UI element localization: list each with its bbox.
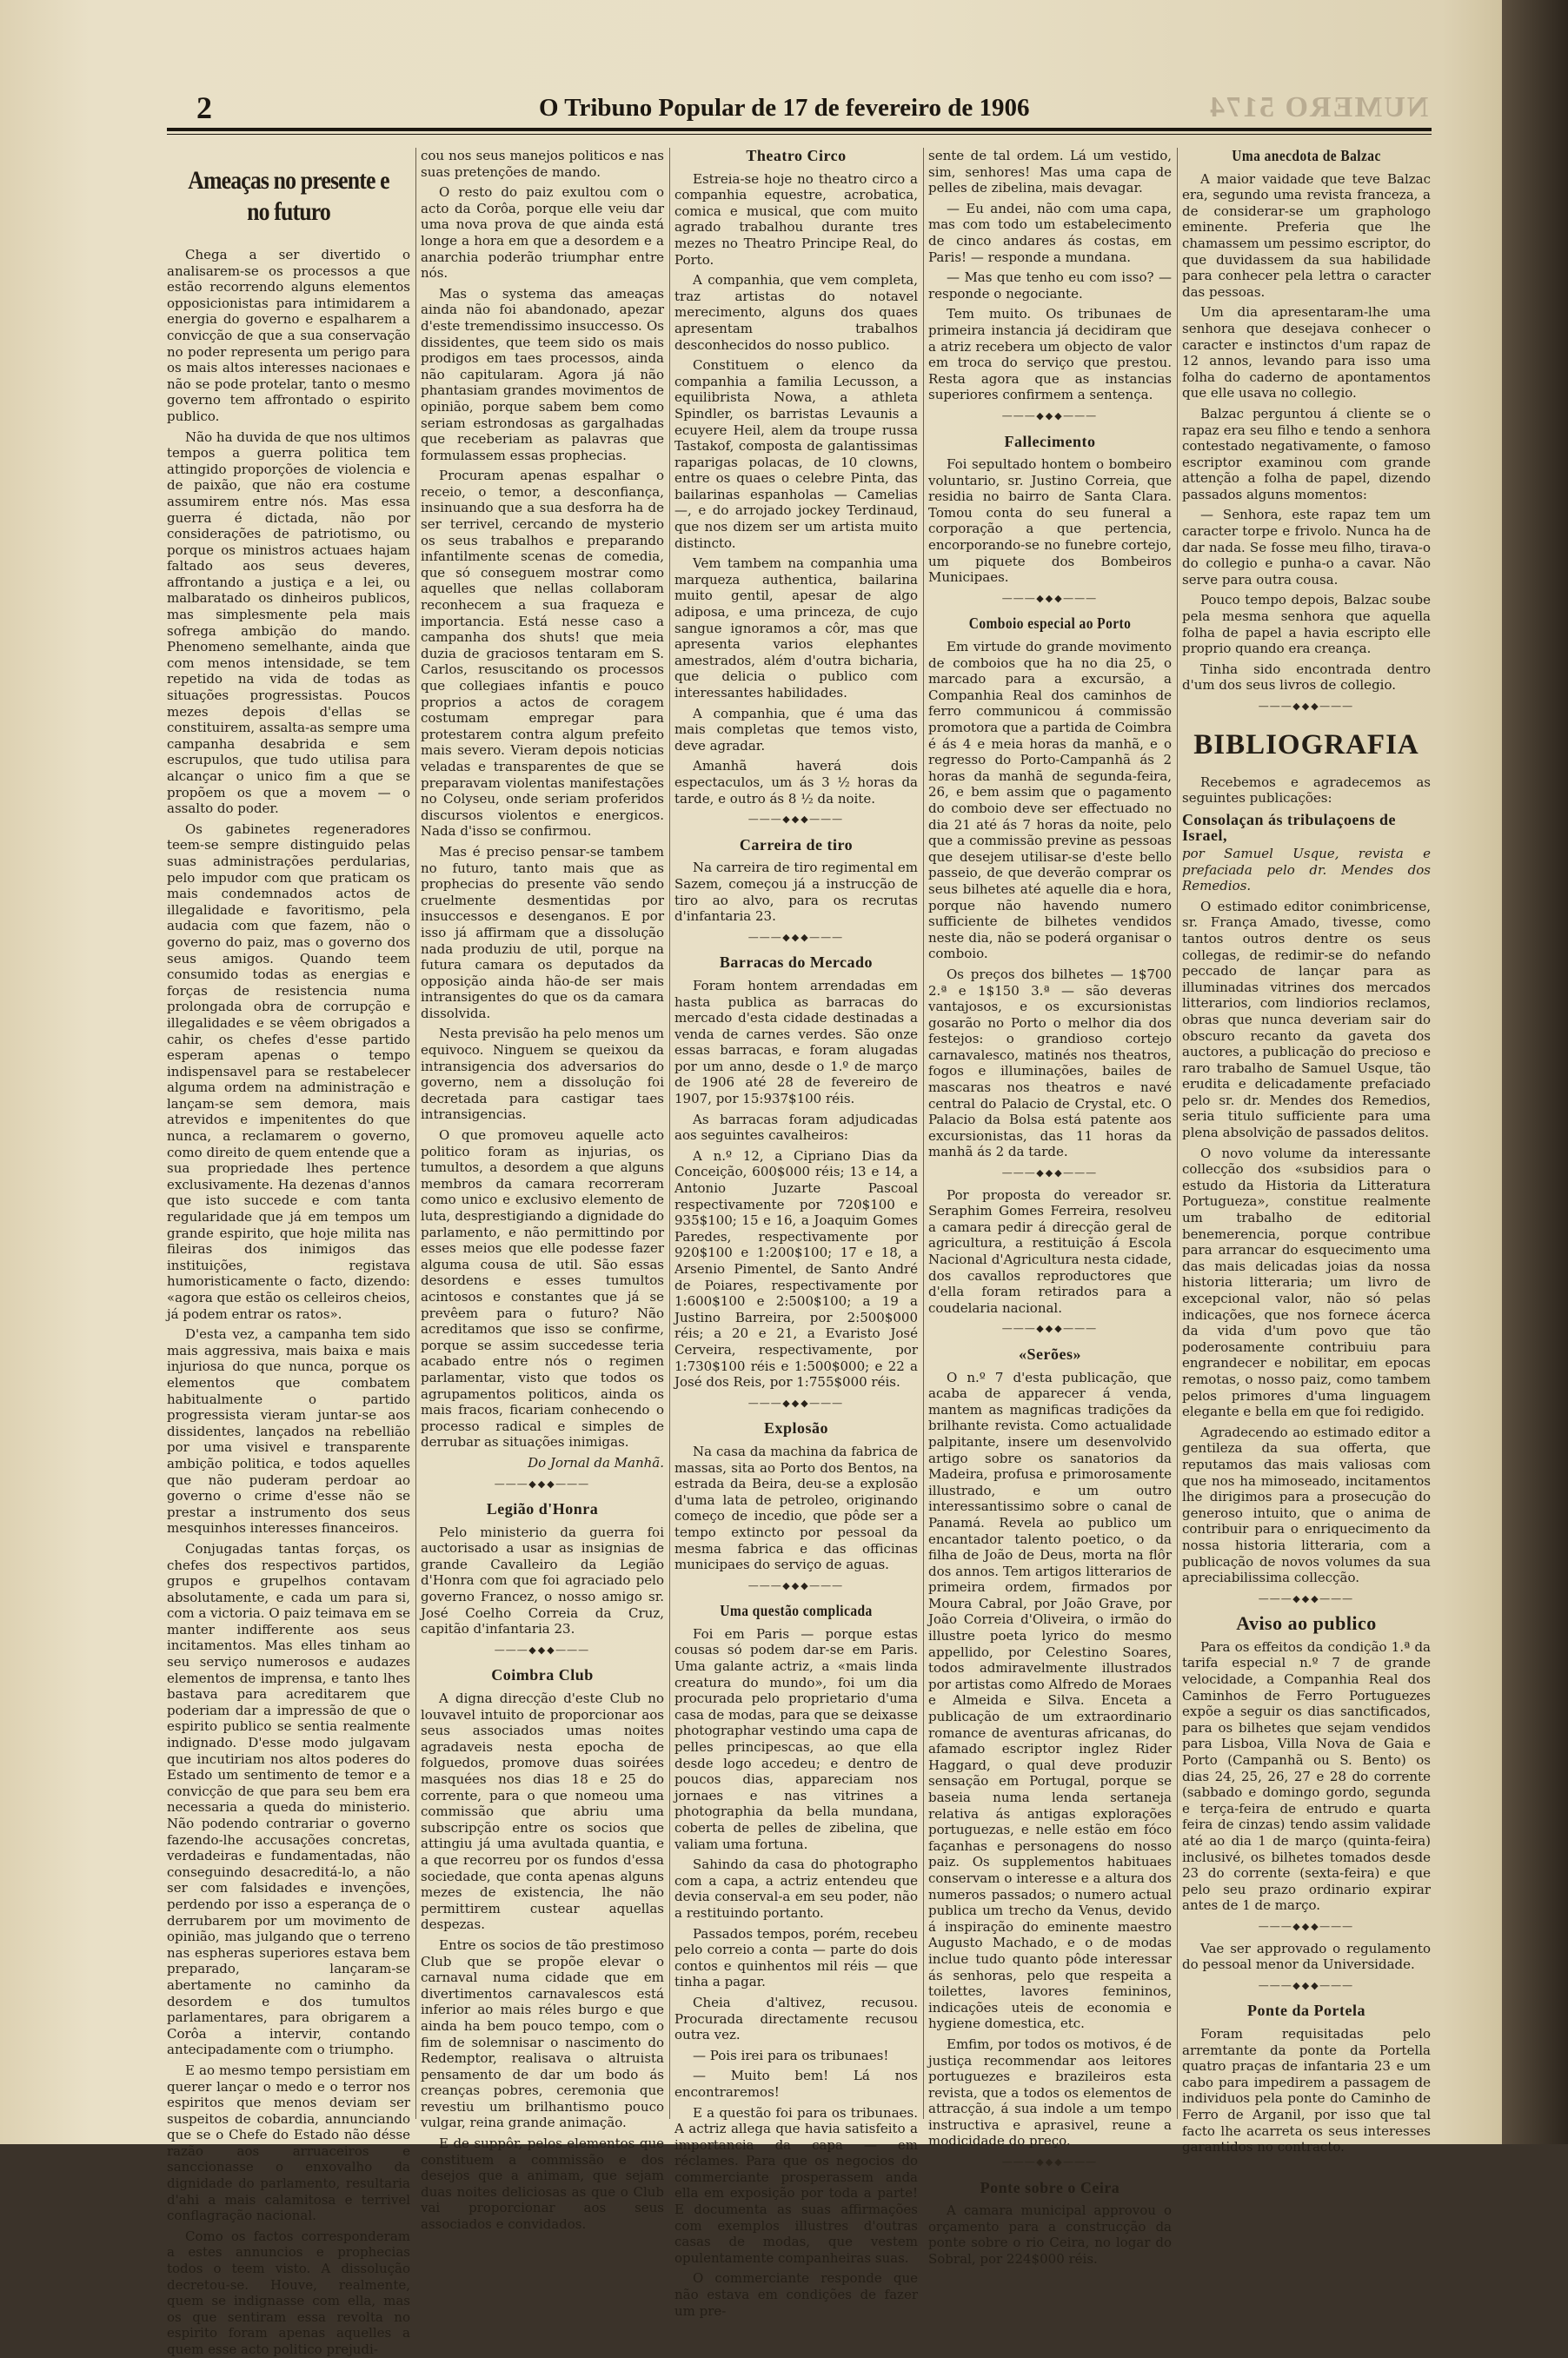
column-divider [923, 148, 924, 2119]
paragraph: O estimado editor conimbricense, sr. França Amado, tivesse, como tantos outros dentre os seus collegas, de redimir-se do nefando peccado de lançar para as illuminadas vitrines dos mercados litterarios, com lindiorios reclamos, obras que nunca deveriam sair do obscuro recanto da gaveta dos auctores, a publicação do precioso e raro trabalho de Samuel Usque, tão erudita e delicadamente prefaciado pelo sr. dr. Mendes dos Remedios, seria titulo sufficiente para uma plena absolvição de passados delitos. [1182, 898, 1431, 1141]
book-title: Consolaçan ás tribulaçoens de Israel, [1182, 810, 1397, 845]
paragraph: — Muito bem! Lá nos encontraremos! [674, 2068, 918, 2100]
source-signature: Do Jornal da Manhã. [528, 1454, 664, 1471]
paragraph: Tinha sido encontrada dentro d'um dos seus livros de collegio. [1182, 661, 1431, 694]
ornament-divider: ―――◆◆◆――― [748, 1397, 844, 1409]
paragraph: Pouco tempo depois, Balzac soube pela mesma senhora que aquella folha de papel a havia escripto elle proprio quando era creança. [1182, 592, 1431, 657]
paragraph: Vem tambem na companhia uma marqueza authentica, bailarina muito gentil, apesar de algo adiposa, e uma princeza, de cujo sangue ignoramos a côr, mas que apresenta varios elephantes amestrados, além d'outra bicharia, que delicia o publico com interessantes habilidades. [674, 555, 918, 701]
ornament-divider: ―――◆◆◆――― [1259, 1979, 1354, 1991]
paragraph: Na casa da machina da fabrica de massas, sita ao Porto dos Bentos, na estrada da Beira, deu-se a explosão d'uma lata de petroleo, originando começo de incedio, que pôde ser a tempo extincto por pessoal da mesma fabrica e das officinas municipaes do serviço de aguas. [674, 1443, 918, 1573]
section-heading: Uma questão complicada [720, 1602, 873, 1620]
paragraph: Recebemos e agradecemos as seguintes publicações: [1182, 774, 1431, 807]
ornament-divider: ―――◆◆◆――― [495, 1478, 590, 1490]
paragraph: A camara municipal approvou o orçamento para a construcção da ponte sobre o rio Ceira, no logar do Sobral, por 224$000 réis. [928, 2202, 1172, 2268]
paragraph: Sahindo da casa do photographo com a capa, a actriz entendeu que devia conserval-a em seu poder, não a restituindo portanto. [674, 1857, 918, 1921]
paragraph: As barracas foram adjudicadas aos seguintes cavalheiros: [674, 1111, 918, 1144]
paragraph: Foram requisitadas pelo arremtante da ponte da Portella quatro praças de infantaria 23 e um cabo para impedirem a passagem de individuos pela ponte do Caminho de Ferro de Arganil, por isso que tal facto lhe acarreta os seus interesses garantidos no contracto. [1182, 2025, 1431, 2155]
ornament-divider: ―――◆◆◆――― [748, 814, 844, 826]
column-3 [674, 147, 918, 2319]
page-number: 2 [196, 90, 212, 125]
paragraph: Mas é preciso pensar-se tambem no futuro, tanto mais que as prophecias do presente vão sendo cruelmente desmentidas por insuccessos e desenganos. E por isso já affirmam que a dissolução nada produziu de util, porque na futura camara os deputados da opposição ainda hão-de ser mais intransigentes do que os da camara dissolvida. [421, 843, 664, 1021]
ornament-divider: ―――◆◆◆――― [748, 931, 844, 943]
section-heading: Barracas do Mercado [719, 953, 874, 972]
paragraph: O resto do paiz exultou com o acto da Corôa, porque elle veiu dar uma nova prova de que ainda está longe a hora em que a desordem e a anarchia poderão triumphar entre nós. [421, 184, 664, 282]
column-4 [928, 148, 1172, 2268]
paragraph: Chega a ser divertido o analisarem-se os processos a que estão recorrendo alguns elementos opposicionistas para intimidarem a energia do governo e espalharem a convicção de que a sua conservação no poder representa um perigo para os mais altos interesses nacionaes e não se pode protelar, tanto o mesmo governo tem affrontado o espirito publico. [167, 247, 410, 424]
ornament-divider: ―――◆◆◆――― [1002, 2156, 1098, 2169]
paragraph: Foi em Paris — porque estas cousas só podem dar-se em Paris. Uma galante actriz, a «mais linda creatura do mundo», foi um dia procurada pelo proprietario d'uma casa de modas, para que se deixasse photographar vestindo uma capa de pelles principescas, ao que ella desde logo accedeu; e dentro de poucos dias, appareciam nos jornaes e nas vitrines a photographia da bella mundana, coberta de pelles de zibelina, que valiam uma fortuna. [674, 1625, 918, 1852]
paragraph: Nesta previsão ha pelo menos um equivoco. Ninguem se queixou da intransigencia dos adversarios do governo, nem a dissolução foi decretada para castigar taes intransigencias. [421, 1026, 664, 1123]
section-heading: Comboio especial ao Porto [968, 614, 1132, 633]
paragraph: A digna direcção d'este Club no louvavel intuito de proporcionar aos seus associados umas noites agradaveis nesta epocha de folguedos, promove duas soirées masquées nos dias 18 e 25 do corrente, para o que nomeou uma commissão que abriu uma subscripção entre os socios que attingiu já uma avultada quantia, e a que recorreu por os fundos d'essa sociedade, que conta apenas alguns mezes de existencia, lhe não permittirem custear aquellas despezas. [421, 1690, 664, 1933]
ornament-divider: ―――◆◆◆――― [748, 1579, 844, 1591]
column-divider [669, 148, 670, 2119]
paragraph: E de suppôr, pelos elementos que constituem a commissão e dos desejos que a animam, que sejam duas noites deliciosas as que o Club vai proporcionar aos seus associados e convidados. [421, 2135, 664, 2233]
paragraph: Foi sepultado hontem o bombeiro voluntario, sr. Justino Correia, que residia no bairro de Santa Clara. Tomou conta do seu funeral a corporação a que pertencia, encorporando-se no funebre cortejo, um piquete dos Bombeiros Municipaes. [928, 456, 1172, 586]
paragraph: Entre os socios de tão prestimoso Club que se propõe elevar o carnaval numa cidade que em divertimentos carnavalescos está inferior ao mais réles burgo e que ainda ha bem pouco tempo, com o fim de solemnisar o nascimento do Redemptor, realisava o altruista pensamento de dar um bodo ás creanças pobres, ceremonia que revestiu um brilhantismo pouco vulgar, reina grande animação. [421, 1936, 664, 2131]
section-heading: Ponte da Portela [1247, 2002, 1365, 2020]
column-2 [421, 148, 664, 2233]
ornament-divider: ―――◆◆◆――― [1002, 1323, 1098, 1335]
section-heading: «Serões» [1019, 1345, 1081, 1363]
section-heading: Coimbra Club [491, 1666, 594, 1684]
paragraph: A n.º 12, a Cipriano Dias da Conceição, 600$000 réis; 13 e 14, a Antonio Juzarte Pascoal respectivamente por 720$100 e 935$100; 15 e 16, a Joaquim Gomes Paredes, respectivamente por 920$100 e 1:200$100; 17 e 18, a Arsenio Pimentel, de Santo André de Poiares, respectivamente por 1:600$100 e 2:500$100; a 19 a Justino Barreira, por 2:500$000 réis; a 20 e 21, a Evaristo José Cerveira, respectivamente, por 1:730$100 réis e 1:500$000; e 22 a José dos Reis, por 1:755$000 réis. [674, 1147, 918, 1391]
paragraph: Mas o systema das ameaças ainda não foi abandonado, apezar d'este tremendissimo insuccesso. Os dissidentes, que teem sido os mais prodigos em taes processos, ainda não capitularam. Agora já não phantasiam grandes movimentos de opinião, porque sabem bem como seriam estrondosas as gargalhadas que receberiam as palavras que formulassem essas prophecias. [421, 285, 664, 463]
section-heading: Ponte sobre o Ceira [980, 2178, 1120, 2196]
section-heading: Uma anecdota de Balzac [1232, 147, 1381, 164]
paragraph: Em virtude do grande movimento de comboios que ha no dia 25, o marcado para a excursão, a Companhia Real dos caminhos de ferro communicou á commissão promotora que a partida de Coimbra é ás 4 e meia horas da manhã, e o regresso do Porto-Campanhã ás 2 horas da manhã de segunda-feira, 26, e bem assim que o pagamento do comboio deve ser effectuado no dia 21 até ás 7 horas da noite, pelo que a commissão previne as pessoas que desejem utilisar-se d'este bello passeio, de que deverão comprar os seus bilhetes até aquelle dia e hora, porque não havendo numero sufficiente de bilhetes vendidos neste dia, não se poderá organisar o comboio. [928, 639, 1172, 962]
paragraph: Constituem o elenco da companhia a familia Lecusson, a equilibrista Nowa, a athleta Spindler, os barristas Levaunis a ecuyere Heil, alem da troupe russa Tastakof, composta de galantissimas raparigas polacas, de 10 clowns, entre os quaes o celebre Pinta, das bailarinas espanholas — Camelias —, e do arrojado jockey Terdinaud, que nos dizem ser um artista muito distincto. [674, 357, 918, 551]
paragraph: O n.º 7 d'esta publicação, que acaba de apparecer á venda, mantem as magnificas tradições da brilhante revista. Como actualidade palpitante, insere um desenvolvido artigo sobre os sanatorios da Madeira, profusa e primorosamente illustrado, e um outro interessantissimo sobre o canal de Panamá. Revela ao publico um encantador talento poetico, o da filha de João de Deus, morta na flôr dos annos. Tem artigos litterarios de primeira ordem, firmados por Moura Cabral, por João Grave, por João Correia d'Oliveira, o irmão do illustre poeta lyrico do mesmo appellido, por Celestino Soares, todos admiravelmente illustrados por artistas como Alfredo de Moraes e Almeida e Silva. Enceta a publicação de um extraordinario romance de aventuras africanas, do afamado escriptor inglez Rider Haggard, o qual deve produzir sensação em Portugal, porque se baseia numa lenda sertaneja relativa ás antigas explorações portuguezas, e nelle estão em fóco façanhas e personagens do nosso paiz. Os supplementos habituaes conservam o interesse e a altura dos numeros passados; o numero actual publica um trecho da Venus, devido á inspiração do eminente maestro Augusto Machado, e o de modas inclue tudo quanto pôde interessar ás senhoras, pelo que respeita a toilettes, lavores femininos, indicações uteis de economia e hygiene domestica, etc. [928, 1369, 1172, 2032]
paragraph: Os preços dos bilhetes — 1$700 2.ª e 1$150 3.ª — são deveras vantajosos, e os excursionistas gosarão no Porto o melhor dia dos festejos: o grandioso cortejo carnavalesco, matinés nos theatros, fogos e illuminações, bailes de mascaras nos theatros e navé central do Palacio de Crystal, etc. O Palacio da Bolsa está patente aos excursionistas, das 11 horas da manhã ás 2 da tarde. [928, 966, 1172, 1160]
ornament-divider: ―――◆◆◆――― [1259, 1592, 1354, 1604]
ornament-divider: ―――◆◆◆――― [1259, 701, 1354, 712]
paragraph: Emfim, por todos os motivos, é de justiça recommendar aos leitores portuguezes e brazileiros esta revista, que a todos os elementos de attracção, á sua indole a um tempo instructiva e aprasivel, reune a modicidade do preço. [928, 2036, 1172, 2149]
paragraph: — Pois irei para os tribunaes! [693, 2047, 889, 2063]
paragraph: A companhia, que vem completa, traz artistas do notavel merecimento, alguns dos quaes apresentam trabalhos desconhecidos do nosso publico. [674, 272, 918, 353]
ornament-divider: ―――◆◆◆――― [1259, 1920, 1354, 1932]
column-5 [1182, 147, 1431, 2155]
paragraph: Passados tempos, porém, recebeu pelo correio a conta — parte do dois contos e quinhentos mil réis — que tinha a pagar. [674, 1925, 918, 1990]
column-divider [1177, 148, 1178, 2119]
bleedthrough-text: NUMERO 5174 [1208, 91, 1429, 123]
paragraph: Amanhã haverá dois espectaculos, um ás 3 ½ horas da tarde, e outro ás 8 ½ da noite. [674, 758, 918, 807]
paragraph: Agradecendo ao estimado editor a gentileza da sua offerta, que reputamos das mais valiosas com que nos ha mimoseado, incitamentos lhe dirigimos para a prosecução do generoso intuito, que o anima de contribuir para o enriquecimento da nossa historia litteraria, com a publicação de novos volumes da sua apreciabilissima collecção. [1182, 1424, 1431, 1586]
column-1 [167, 148, 410, 2357]
ornament-divider: ―――◆◆◆――― [1002, 592, 1098, 604]
header-rule-thin [167, 134, 1432, 135]
section-heading: Explosão [763, 1419, 829, 1438]
section-heading: BIBLIOGRAFIA [1193, 728, 1419, 761]
section-heading: Fallecimento [1004, 432, 1096, 450]
paragraph: O que promoveu aquelle acto politico foram as injurias, os tumultos, a desordem a que alguns membros da camara recorreram como unico e exclusivo elemento de luta, desprestigiando a dignidade do parlamento, e não permittindo por esses meios que elle podesse fazer alguma cousa de util. São essas desordens e esses tumultos acintosos e constantes que já se prevêem para o futuro? Não acreditamos que isso se confirme, porque se assim succedesse teria acabado entre nós o regimen parlamentar, visto que todos os agrupamentos politicos, ainda os mais fracos, ficariam conhecendo o processo radical e simples de derrubar as situações inimigas. [421, 1127, 664, 1451]
ornament-divider: ―――◆◆◆――― [495, 1644, 590, 1656]
paragraph: Pelo ministerio da guerra foi auctorisado a usar as insignias de grande Cavalleiro da Legião d'Honra com que foi agraciado pelo governo Francez, o nosso amigo sr. José Coelho Correia da Cruz, capitão d'infantaria 23. [421, 1524, 664, 1637]
paragraph: O novo volume da interessante collecção dos «subsidios para o estudo da Historia da Litteratura Portugueza», constitue realmente um trabalho de editorial benemerencia, porque contribue para arrancar do esquecimento uma das mais delicadas joias da nossa historia litteraria; um livro de excepcional valor, não só pelas indicações, que nos fornece ácerca da vida d'um povo que tão poderosamente contribuiu para engrandecer e nobilitar, em epocas remotas, o nosso paiz, como tambem pelos primores d'uma linguagem elegante e bella em que foi redigido. [1182, 1145, 1431, 1420]
header-rule [167, 128, 1432, 131]
paragraph: Cheia d'altivez, recusou. Procurada directamente recusou outra vez. [674, 1994, 918, 2043]
paragraph: Balzac perguntou á cliente se o rapaz era seu filho e tendo a senhora contestado negativamente, o famoso escriptor examinou com grande attenção a folha de papel, dizendo passados alguns momentos: [1182, 405, 1431, 502]
section-heading: Theatro Circo [746, 147, 847, 164]
paragraph: cou nos seus manejos politicos e nas suas pretenções de mando. [421, 148, 664, 180]
paragraph: Para os effeitos da condição 1.ª da tarifa especial n.º 7 de grande velocidade, a Companhia Real dos Caminhos de Ferro Portuguezes expõe a seguir os dias sanctificados, para os bilhetes que sejam vendidos para Lisboa, Villa Nova de Gaia e Porto (Campanhã ou S. Bento) os dias 24, 25, 26, 27 e 28 do corrente (sabbado e domingo gordo, segunda e terça-feira de entrudo e quarta feira de cinzas) tendo assim validade até ao dia 1 de março (quinta-feira) inclusivé, os bilhetes tomados desde 23 do corrente (sexta-feira) e que pelo seu prazo ordinario expirar antes de 1 de março. [1182, 1638, 1431, 1914]
newspaper-title: O Tribuno Popular de 17 de fevereiro de 1906 [539, 94, 1030, 122]
section-heading: Legião d'Honra [486, 1500, 599, 1518]
paragraph: Conjugadas tantas forças, os chefes dos respectivos partidos, grupos e grupelhos contavam absolutamente, e cada um para si, com a victoria. O paiz teimava em se manter indifferente aos seus incitamentos. Mas elles tinham ao seu serviço numerosos e audazes elementos de imprensa, e tanto lhes bastava para acreditarem que poderiam dar a impressão de que o espirito publico se sentia realmente indignado. D'esse modo julgavam que incutiriam nos altos poderes do Estado um sentimento de temor e a convicção de que para seu bem era necessaria a queda do ministerio. Não podendo contrariar o governo fazendo-lhe accusações concretas, verdadeiras e fundamentadas, não conseguindo desacreditá-lo, a não ser com falsidades e invenções, perdendo por isso a esperança de o derrubarem por um movimento de opinião, mas julgando que o terreno nas espheras superiores estava bem preparado, lançaram-se abertamente no caminho da desordem e dos tumultos parlamentares, para obrigarem a Corôa a intervir, contando antecipadamente com o triumpho. [167, 1540, 410, 2058]
paragraph: — Mas que tenho eu com isso? — responde o negociante. [928, 269, 1172, 302]
paragraph: D'esta vez, a campanha tem sido mais aggressiva, mais baixa e mais injuriosa do que nunca, porque os elementos que combatem habitualmente o partido progressista vieram juntar-se aos dissidentes, lançados na rebellião por uma visivel e transparente ambição politica, e todos aquelles que não puderam perdoar ao governo o crime d'esse não se prestar a instrumento dos seus mesquinhos interesses financeiros. [167, 1326, 410, 1537]
paragraph: O commerciante responde que não estava em condições de fazer um pre- [674, 2270, 918, 2319]
paragraph: — Senhora, este rapaz tem um caracter torpe e frivolo. Nunca ha de dar nada. Se fosse meu filho, tirava-o do collegio e punha-o a cavar. Não serve para outra cousa. [1182, 507, 1431, 588]
paragraph: Foram hontem arrendadas em hasta publica as barracas do mercado d'esta cidade destinadas a venda de carnes verdes. São onze essas barracas, e foram alugadas por um anno, desde o 1.º de março de 1906 até 28 de fevereiro de 1907, por 15:937$100 réis. [674, 977, 918, 1107]
paragraph: E ao mesmo tempo persistiam em querer lançar o medo e o terror nos espiritos que menos deviam ser suspeitos de cobardia, annunciando que se o Chefe do Estado não désse razão aos arruaceiros e sanccionasse o enxovalho da dignidade do parlamento, resultaria d'ahi a mais calamitosa e terrivel conflagração nacional. [167, 2062, 410, 2224]
paragraph: Vae ser approvado o regulamento do pessoal menor da Universidade. [1182, 1940, 1431, 1973]
article-heading: Ameaças no presente e no futuro [188, 166, 389, 226]
book-credit: por Samuel Usque, revista e prefaciada pelo dr. Mendes dos Remedios. [1182, 845, 1431, 894]
paragraph: Estreia-se hoje no theatro circo a companhia equestre, acrobatica, comica e musical, que com muito agrado trabalhou durante tres mezes no Theatro Principe Real, do Porto. [674, 170, 918, 268]
paragraph: Tem muito. Os tribunaes de primeira instancia já decidiram que a atriz recebera um objecto de valor em troca do serviço que prestou. Resta agora que as instancias superiores confirmem a sentença. [928, 306, 1172, 403]
paragraph: Como os factos corresponderam a estes annuncios e prophecias todos o teem visto. A dissolução decretou-se. Houve, realmente, quem se indignasse com ella, mas os que sentiram essa revolta no espirito foram apenas aquelles a quem esse acto politico prejudi- [167, 2228, 410, 2357]
paragraph: Procuram apenas espalhar o receio, o temor, a desconfiança, insinuando que a sua desforra ha de ser terrivel, cercando de mysterio os seus trabalhos e preparando infantilmente scenas de comedia, que só conseguem mostrar como aquelles que nellas collaboram reconhecem a sua fraqueza e importancia. Está nesse caso a campanha dos shuts! que meia duzia de graciosos tentaram em S. Carlos, resuscitando os processos que collegiaes infantis e pouco proprios a actos de coragem costumam empregar para protestarem contra algum prefeito mais severo. Vieram depois noticias veladas e transparentes de que se preparavam violentas manifestações no Colyseu, onde seriam proferidos discursos violentos e energicos. Nada d'isso se confirmou. [421, 468, 664, 840]
page-edge-shadow [1502, 0, 1568, 2144]
column-divider [415, 148, 416, 2119]
paragraph: Não ha duvida de que nos ultimos tempos a guerra politica tem attingido proporções de violencia e de paixão, que não era costume assumirem entre nós. Mas essa guerra é dictada, não por considerações de patriotismo, ou porque os ministros actuaes hajam faltado aos seus deveres, affrontando a justiça e a lei, ou malbaratado os dinheiros publicos, mas simplesmente pela mais sofrega ambição do mando. Phenomeno semelhante, ainda que com menos intensidade, se tem repetido na vida de todas as situações progressistas. Poucos mezes depois d'ellas se constituirem, assalta-as sempre uma campanha desabrida e sem escrupulos, que tudo utilisa para alcançar o unico fim a que se propõem os que a movem — o assalto do poder. [167, 428, 410, 817]
paragraph: Na carreira de tiro regimental em Sazem, começou já a instrucção de tiro ao alvo, para os recrutas d'infantaria 23. [674, 860, 918, 925]
section-heading: Aviso ao publico [1236, 1612, 1377, 1635]
paragraph: E a questão foi para os tribunaes. A actriz allega que havia satisfeito a importancia da capa — em réclames. Para que os negocios do commerciante prosperassem anda ella em exposição por toda a parte! E documenta as suas affirmações com exemplos illustres d'outras casas de modas, que vestem opulentamente companheiras suas. [674, 2104, 918, 2266]
paragraph: — Eu andei, não com uma capa, mas com todo um estabelecimento de cinco andares ás costas, em Paris! — responde a mundana. [928, 200, 1172, 265]
paragraph: A companhia, que é uma das mais completas que temos visto, deve agradar. [674, 705, 918, 754]
section-heading: Carreira de tiro [739, 835, 854, 854]
paragraph: Por proposta do vereador sr. Seraphim Gomes Ferreira, resolveu a camara pedir á direcção geral de agricultura, a restituição á Escola Nacional d'Agricultura nesta cidade, dos cavallos reproductores que d'ella foram retirados para a coudelaria nacional. [928, 1186, 1172, 1316]
paragraph: sente de tal ordem. Lá um vestido, sim, senhores! Mas uma capa de pelles de zibelina, mais devagar. [928, 148, 1172, 196]
ornament-divider: ―――◆◆◆――― [1002, 409, 1098, 422]
paragraph: Um dia apresentaram-lhe uma senhora que desejava conhecer o caracter e instinctos d'um rapaz de 12 annos, levando para isso uma folha do caderno de apontamentos que elle usava no collegio. [1182, 304, 1431, 402]
paragraph: Os gabinetes regeneradores teem-se sempre distinguido pelas suas administrações perdularias, pelo impudor com que praticam os mais condemnados actos de illegalidade e favoritismo, pela audacia com que fazem, não o governo do paiz, mas o governo dos seus amigos. Quando teem consumido todas as energias e forças de resistencia numa prolongada obra de corrupção e illegalidades e se vêem obrigados a cahir, os chefes d'esse partido esperam apenas o tempo indispensavel para se restabelecer alguma ordem na administração e lançam-se sem demora, mais atrevidos e impenitentes do que nunca, a reclamarem o governo, como direito de quem entende que a sua propriedade lhes pertence exclusivamente. Ha dezenas d'annos que isto succede e com tanta regularidade que já em tempos um grande espirito, que hoje milita nas fileiras dos inimigos das instituições, registava humoristicamente o facto, dizendo: «agora que estão os celleiros cheios, já podem entrar os ratos». [167, 820, 410, 1322]
paragraph: A maior vaidade que teve Balzac era, segundo uma revista franceza, a de considerar-se um graphologo eminente. Preferia que lhe chamassem um pessimo escriptor, do que duvidassem da sua habilidade para conhecer pela lettra o caracter das pessoas. [1182, 170, 1431, 300]
ornament-divider: ―――◆◆◆――― [1002, 1167, 1098, 1179]
